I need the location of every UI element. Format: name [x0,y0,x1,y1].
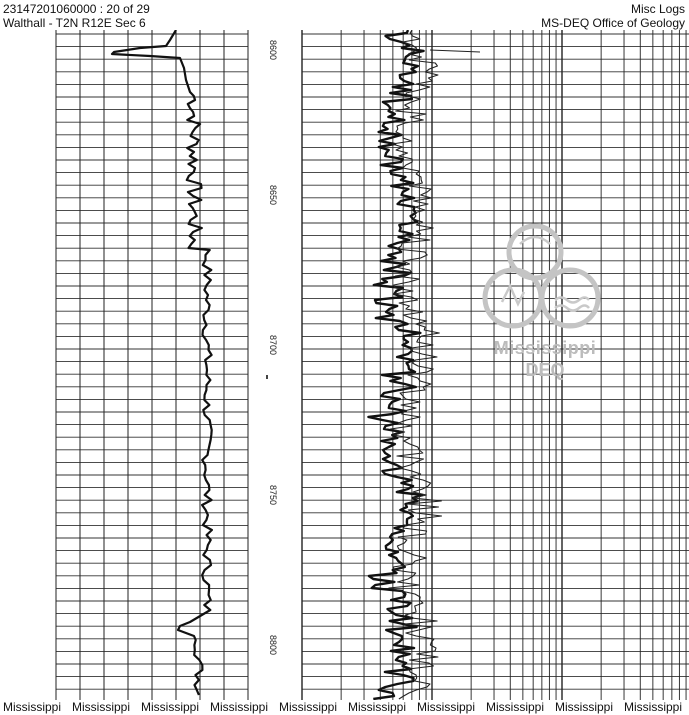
depth-column [267,40,278,655]
depth-label: 8800 [268,635,278,656]
resistivity-curve-shallow [389,30,480,699]
depth-label: 8750 [268,485,278,506]
mdeq-logo-icon [480,220,610,340]
log-type: Misc Logs [630,2,685,16]
watermark-line-2: DEQ [525,360,565,380]
well-location: Walthall - T2N R12E Sec 6 [3,16,146,30]
left-track-grid [56,30,248,700]
footer-watermark-word: Mississippi [417,700,476,714]
footer-watermark-word: Mississippi [141,700,200,714]
sp-curve [112,30,212,695]
footer-watermark-row [0,700,689,715]
footer-watermark-word: Mississippi [3,700,62,714]
agency-name: MS-DEQ Office of Geology [541,16,685,30]
watermark-line-1: Mississippi [493,338,597,358]
document-id: 23147201060000 : 20 of 29 [3,2,150,16]
mdeq-watermark [480,220,610,390]
footer-watermark-word: Mississippi [348,700,407,714]
footer-watermark-word: Mississippi [555,700,614,714]
depth-label: 8700 [268,335,278,356]
footer-watermark-word: Mississippi [210,700,269,714]
depth-label: 8650 [268,185,278,206]
footer-watermark-word: Mississippi [624,700,683,714]
footer-watermark-word: Mississippi [72,700,131,714]
footer-watermark-word: Mississippi [279,700,338,714]
footer-watermark-word: Mississippi [486,700,545,714]
depth-label: 8600 [268,40,278,61]
